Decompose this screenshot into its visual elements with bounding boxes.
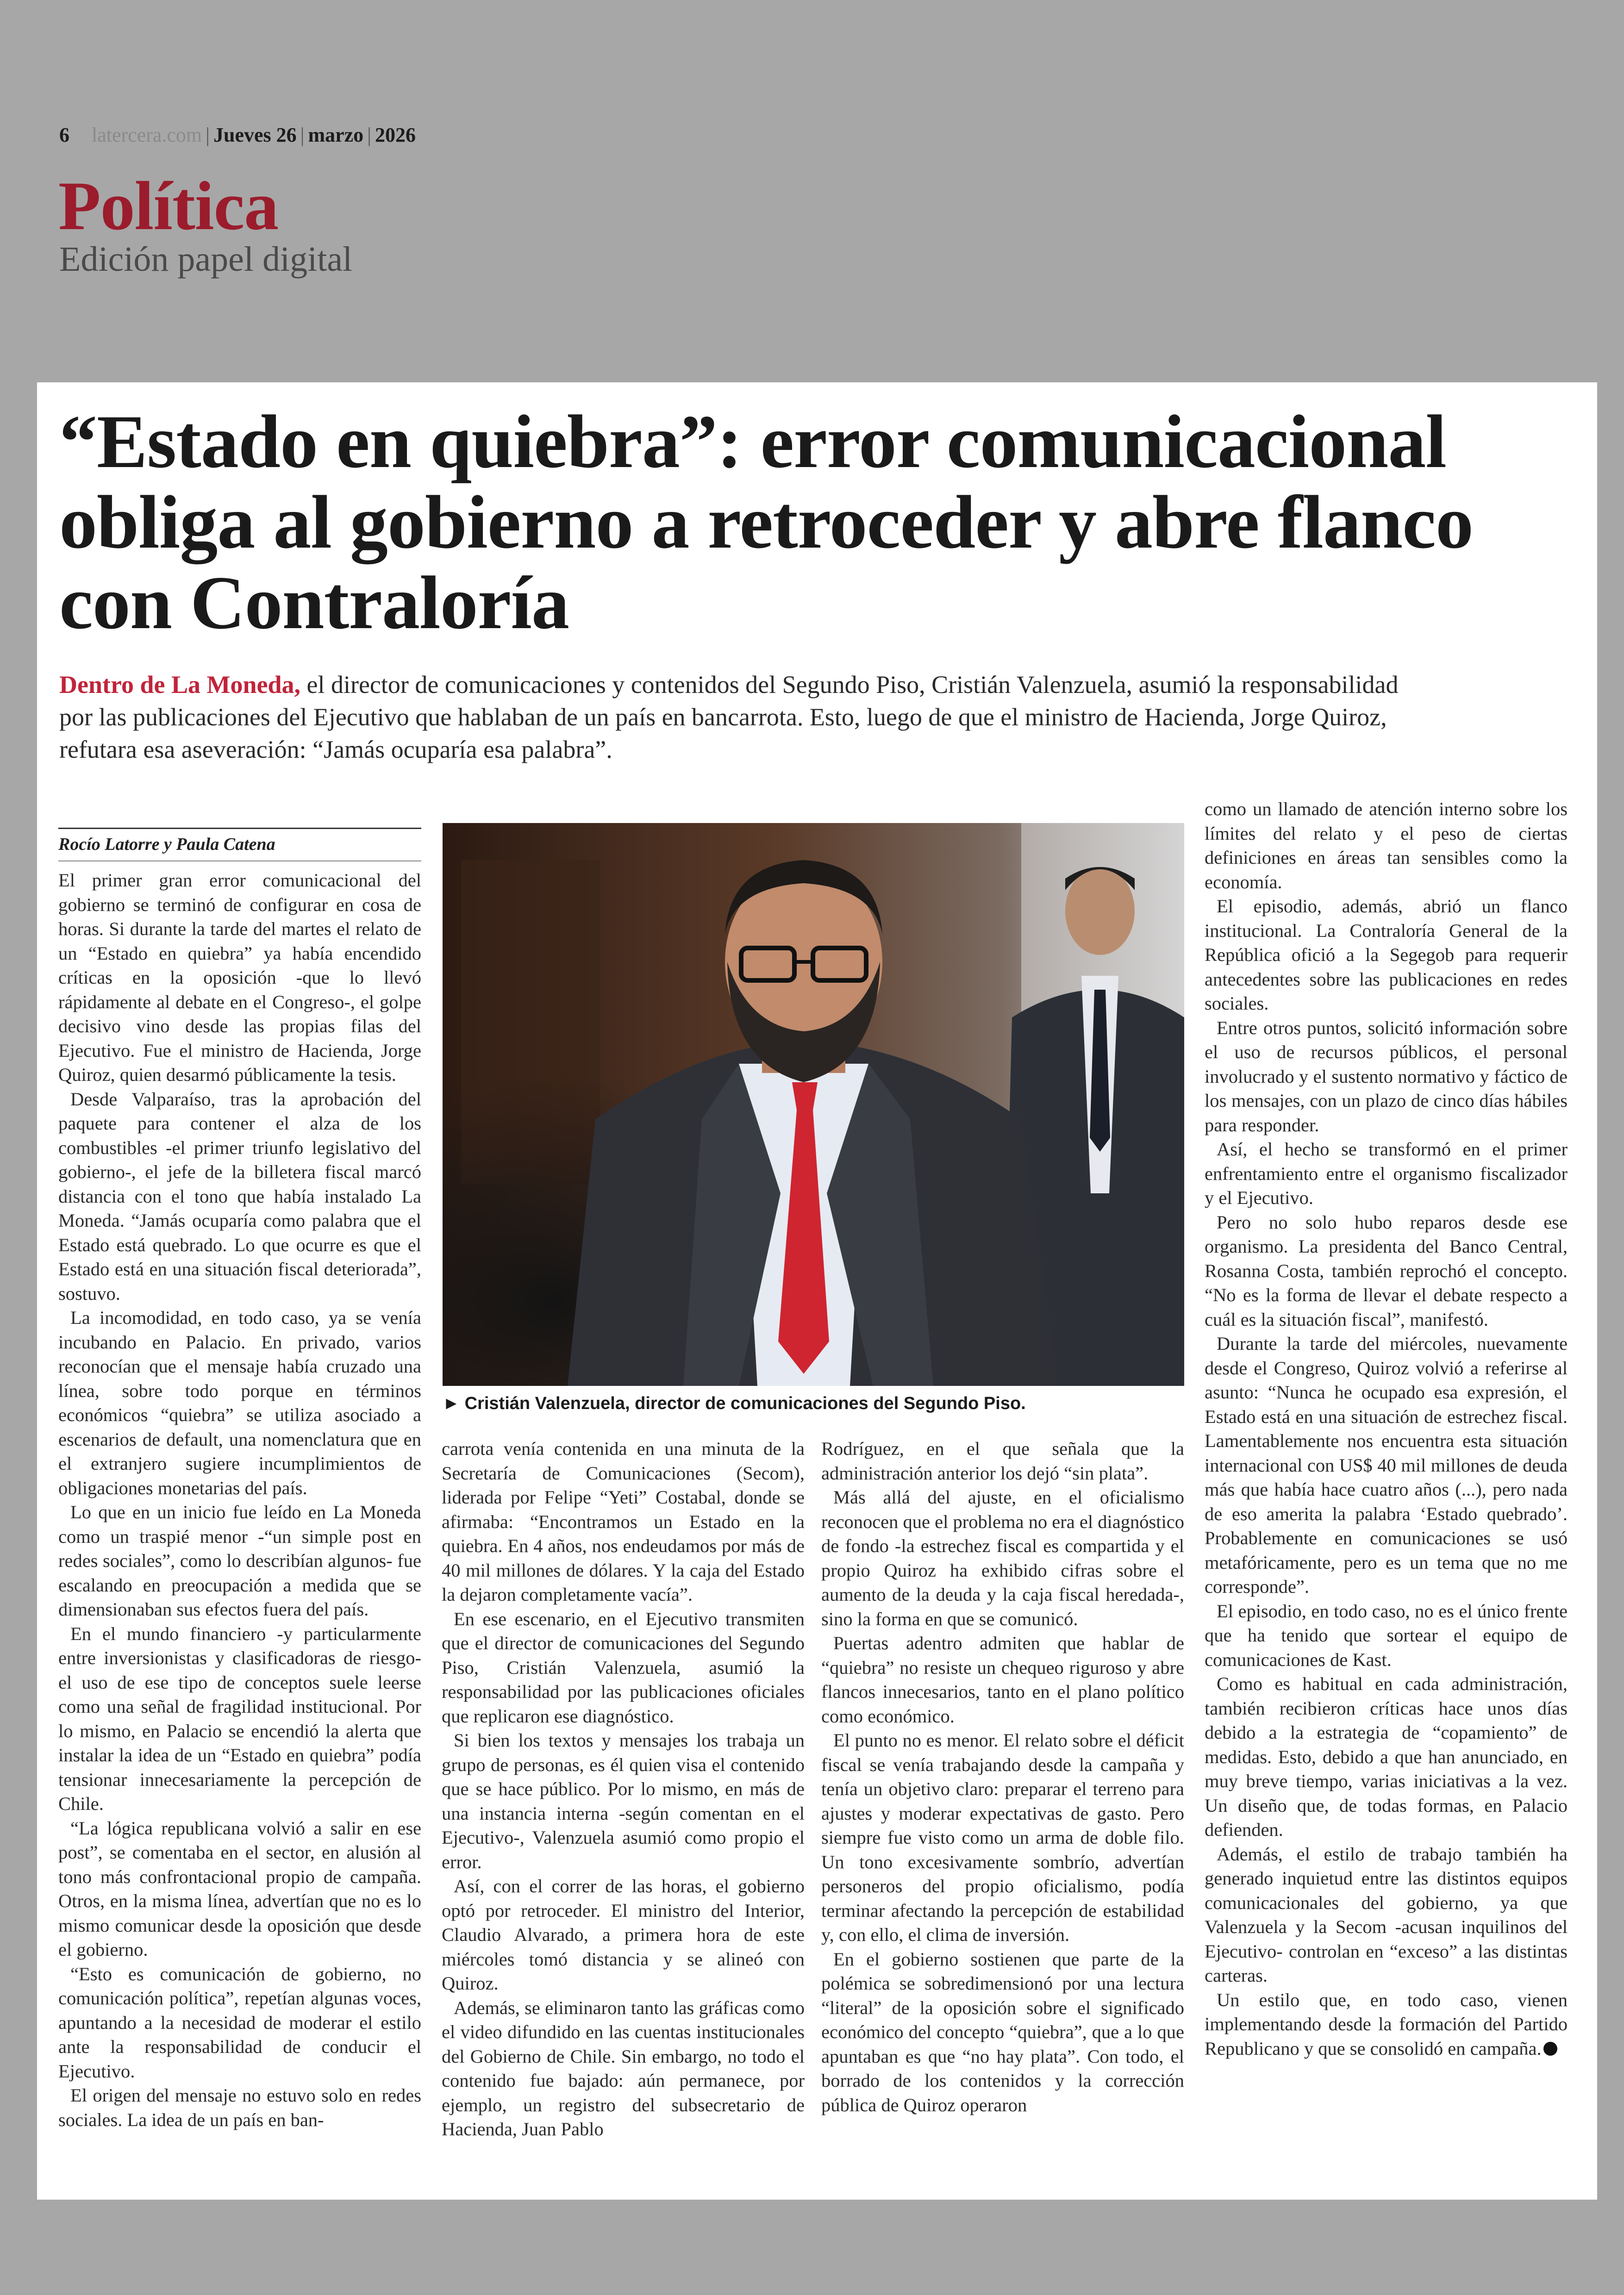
article-lede	[59, 668, 1402, 766]
paragraph: Si bien los textos y mensajes los trabaja un grupo de personas, es él quien visa el contenido que se hace público. Por lo mismo, en más de una instancia interna -según comentan en el Ejecutivo-, Valenzuela asumió como propio el error.	[442, 1730, 805, 1872]
date-day: Jueves 26	[213, 124, 297, 146]
byline: Rocío Latorre y Paula Catena	[58, 828, 421, 861]
article-sheet	[37, 382, 1597, 2200]
paragraph: En ese escenario, en el Ejecutivo transmiten que el director de comunicaciones del Segundo Piso, Cristián Valenzuela, asumió la responsabilidad por las publicaciones oficiales que replicaron ese diagnóstico.	[442, 1608, 805, 1727]
site-name: latercera.com	[92, 124, 202, 146]
paragraph-final	[1205, 1988, 1568, 2061]
paragraph: “Esto es comunicación de gobierno, no comunicación política”, repetían algunas voces, apuntando a la necesidad de moderar el estilo ante la responsabilidad de conducir el Ejecutivo.	[58, 1963, 421, 2082]
date-month: marzo	[308, 124, 364, 146]
paragraph: “La lógica republicana volvió a salir en ese post”, se comentaba en el sector, en alusión al tono más confrontacional propio de campaña. Otros, en la misma línea, advertían que no es lo mismo comunicar desde la oposición que desde el gobierno.	[58, 1817, 421, 1960]
paragraph: Puertas adentro admiten que hablar de “quiebra” no resiste un chequeo riguroso y abre flancos innecesarios, tanto en el plano político como económico.	[821, 1633, 1184, 1727]
article-photo	[443, 823, 1184, 1386]
paragraph: Rodríguez, en el que señala que la administración anterior los dejó “sin plata”.	[821, 1438, 1184, 1484]
paragraph: Entre otros puntos, solicitó información sobre el uso de recursos públicos, el personal involucrado y el sustento normativo y fáctico de los mensajes, con un plazo de cinco días hábiles para responder.	[1205, 1017, 1568, 1135]
separator: |	[367, 124, 371, 146]
paragraph: Como es habitual en cada administración, también recibieron críticas hace unos días debido a la estrategia de “copamiento” de medidas. Esto, debido a que han anunciado, en muy breve tiempo, varias iniciativas a la vez. Un diseño que, de todas formas, en Palacio defienden.	[1205, 1673, 1568, 1840]
page-number: 6	[59, 124, 69, 146]
separator: |	[206, 124, 210, 146]
page-header-bar	[59, 121, 416, 149]
column-4-body	[1205, 797, 1568, 2061]
paragraph: Más allá del ajuste, en el oficialismo reconocen que el problema no era el diagnóstico de fondo -la estrechez fiscal es compartida y el propio Quiroz ha exhibido cifras sobre el aumento de la deuda y la caja fiscal heredada-, sino la forma en que se comunicó.	[821, 1487, 1184, 1629]
photo-caption	[443, 1391, 1184, 1416]
article-column-2	[442, 1437, 805, 2142]
paragraph: En el mundo financiero -y particularmente entre inversionistas y clasificadoras de riesgo- el uso de ese tipo de conceptos suele leerse como una señal de fragilidad institucional. Por lo mismo, en Palacio se encendió la alerta que instalar la idea de un “Estado en quiebra” podía tensionar innecesariamente la percepción de Chile.	[58, 1623, 421, 1814]
paragraph: El episodio, en todo caso, no es el único frente que ha tenido que sortear el equipo de comunicaciones de Kast.	[1205, 1600, 1568, 1670]
paragraph: Así, con el correr de las horas, el gobierno optó por retroceder. El ministro del Interior, Claudio Alvarado, a primera hora de este miércoles tomó distancia y se alineó con Quiroz.	[442, 1876, 805, 1994]
article-headline: “Estado en quiebra”: error comunicacional obliga al gobierno a retroceder y abre flanco con Contraloría	[59, 400, 1473, 645]
paragraph: Desde Valparaíso, tras la aprobación del paquete para contener el alza de los combustibles -el primer triunfo legislativo del gobierno-, el jefe de la billetera fiscal marcó distancia con el tono que había instalado La Moneda. “Jamás ocuparía como palabra que el Estado está quebrado. Lo que ocurre es que el Estado está en una situación fiscal deteriorada”, sostuvo.	[58, 1088, 421, 1304]
paragraph: El primer gran error comunicacional del gobierno se terminó de configurar en cosa de horas. Si durante la tarde del martes el relato de un “Estado en quiebra” ya había encendido críticas en la oposición -que lo llevó rápidamente al debate en el Congreso-, el golpe decisivo vino desde las propias filas del Ejecutivo. Fue el ministro de Hacienda, Jorge Quiroz, quien desarmó públicamente la tesis.	[58, 870, 421, 1085]
lede-text: el director de comunicaciones y contenidos del Segundo Piso, Cristián Valenzuela, asumió la responsabilidad por las publicaciones del Ejecutivo que hablaban de un país en bancarrota. Esto, luego de que el ministro de Hacienda, Jorge Quiroz, refutara esa aseveración: “Jamás ocuparía esa palabra”.	[59, 671, 1399, 763]
paragraph: El origen del mensaje no estuvo solo en redes sociales. La idea de un país en ban-	[58, 2085, 421, 2130]
paragraph: como un llamado de atención interno sobre los límites del relato y el peso de ciertas definiciones en áreas tan sensibles como la economía.	[1205, 798, 1568, 892]
date-year: 2026	[375, 124, 416, 146]
article-column-1	[58, 868, 421, 2132]
paragraph: Además, se eliminaron tanto las gráficas como el video difundido en las cuentas institucionales del Gobierno de Chile. Sin embargo, no todo el contenido fue bajado: aún permanece, por ejemplo, un registro del subsecretario de Hacienda, Juan Pablo	[442, 1997, 805, 2139]
paragraph: En el gobierno sostienen que parte de la polémica se sobredimensionó por una lectura “literal” de la oposición sobre el significado económico del concepto “quiebra”, que a lo que apuntaban es que “no hay plata”. Con todo, el borrado de los contenidos y la corrección pública de Quiroz operaron	[821, 1948, 1184, 2115]
edition-subtitle: Edición papel digital	[59, 240, 353, 279]
paragraph: Pero no solo hubo reparos desde ese organismo. La presidenta del Banco Central, Rosanna Costa, también reprochó el concepto. “No es la forma de llevar el debate respecto a cuál es la situación fiscal”, manifestó.	[1205, 1211, 1568, 1330]
paragraph: Lo que en un inicio fue leído en La Moneda como un traspié menor -“un simple post en redes sociales”, como lo describían algunos- fue escalando en preocupación a medida que se dimensionaban sus efectos fuera del país.	[58, 1502, 421, 1620]
paragraph: Además, el estilo de trabajo también ha generado inquietud entre las distintos equipos comunicacionales del gobierno, ya que Valenzuela y la Secom -acusan inquilinos del Ejecutivo- controlan en “exceso” a las distintas carteras.	[1205, 1843, 1568, 1986]
paragraph: La incomodidad, en todo caso, ya se venía incubando en Palacio. En privado, varios reconocían que el mensaje había cruzado una línea, sobre todo porque en términos económicos “quiebra” se utiliza asociado a escenarios de default, una nomenclatura que en el extranjero sugiere incumplimientos de obligaciones monetarias del país.	[58, 1307, 421, 1498]
photo-illustration	[443, 823, 1184, 1386]
article-column-3	[821, 1437, 1184, 2117]
paragraph: Durante la tarde del miércoles, nuevamente desde el Congreso, Quiroz volvió a referirse al asunto: “Nunca he ocupado esa expresión, el Estado está en una situación de estrechez fiscal. Lamentablemente nos encuentra esta situación internacional con US$ 40 mil millones de deuda más que había hace cuatro años (...), pero nada de eso amerita la palabra ‘Estado quebrado’. Probablemente en comunicaciones se usó metafóricamente, pero es un tema que no me corresponde”.	[1205, 1333, 1568, 1597]
paragraph-final-text: Un estilo que, en todo caso, vienen implementando desde la formación del Partido Republicano y que se consolidó en campaña.	[1205, 1989, 1568, 2059]
paragraph: El punto no es menor. El relato sobre el déficit fiscal se venía trabajando desde la campaña y tenía un objetivo claro: preparar el terreno para ajustes y moderar expectativas de gasto. Pero siempre fue visto como un arma de doble filo. Un tono excesivamente sombrío, advertían personeros del propio oficialismo, podía terminar afectando la percepción de estabilidad y, con ello, el clima de inversión.	[821, 1730, 1184, 1945]
filled-circle-icon	[1543, 2042, 1557, 2056]
paragraph: El episodio, además, abrió un flanco institucional. La Contraloría General de la República ofició a la Segegob para requerir antecedentes sobre las publicaciones en redes sociales.	[1205, 896, 1568, 1014]
paragraph: Así, el hecho se transformó en el primer enfrentamiento entre el organismo fiscalizador y el Ejecutivo.	[1205, 1139, 1568, 1208]
caption-text: Cristián Valenzuela, director de comunicaciones del Segundo Piso.	[464, 1394, 1026, 1413]
section-title: Política	[58, 168, 279, 244]
paragraph: carrota venía contenida en una minuta de la Secretaría de Comunicaciones (Secom), liderada por Felipe “Yeti” Costabal, donde se afirmaba: “Encontramos un Estado en la quiebra. En 4 años, nos endeudamos por más de 40 mil millones de dólares. Y la caja del Estado la dejaron completamente vacía”.	[442, 1438, 805, 1605]
triangle-right-icon: ►	[443, 1394, 460, 1413]
lede-kicker: Dentro de La Moneda,	[59, 671, 300, 698]
separator: |	[300, 124, 305, 146]
